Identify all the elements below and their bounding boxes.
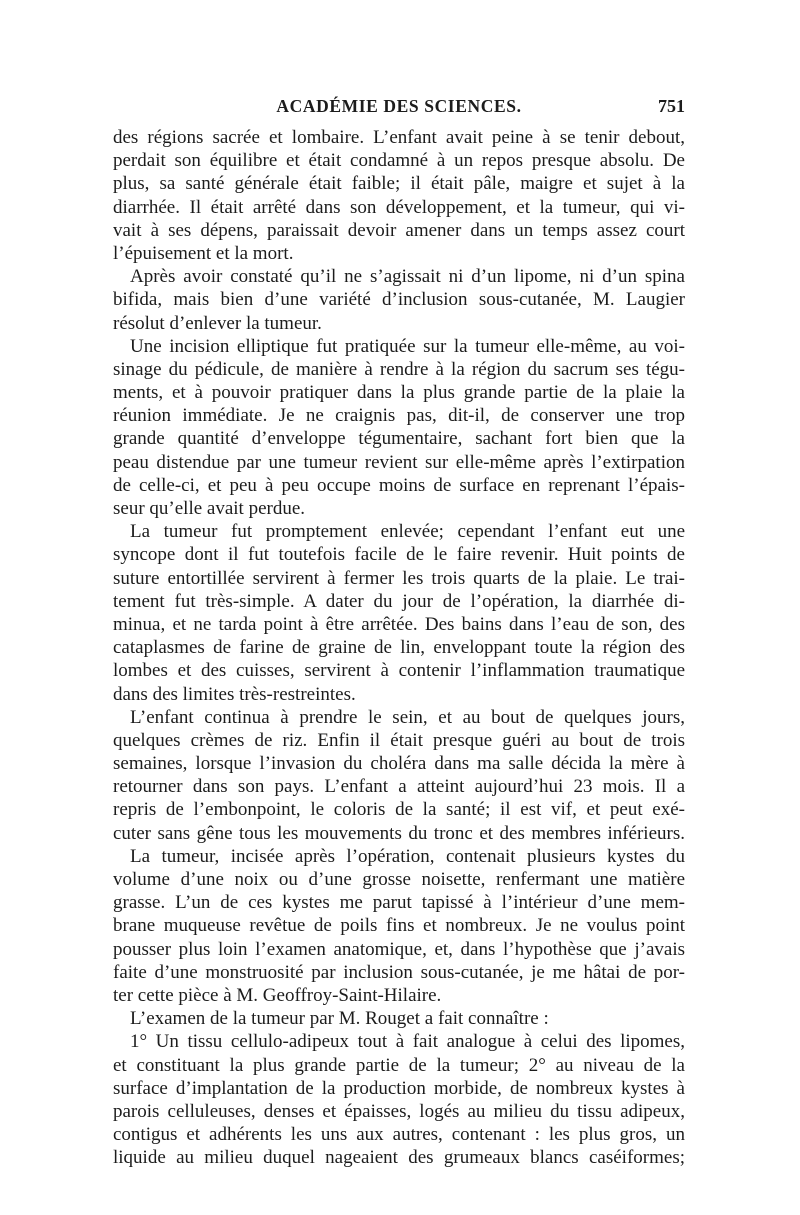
text-line: seur qu’elle avait perdue.	[113, 498, 306, 519]
text-line: ments, et à pouvoir pratiquer dans la plus grande partie de la plaie la	[113, 382, 685, 404]
text-line: dans des limites très-restreintes.	[113, 683, 356, 705]
text-line: suture entortillée servirent à fermer les trois quarts de la plaie. Le trai-	[113, 567, 685, 589]
text-line: cataplasmes de farine de graine de lin, enveloppant toute la région des	[113, 637, 685, 659]
text-line: volume d’une noix ou d’une grosse noisette, renfermant une matière	[113, 869, 685, 890]
text-line: plus, sa santé générale était faible; il était pâle, maigre et sujet à la	[113, 173, 685, 195]
text-line: semaines, lorsque l’invasion du choléra dans ma salle décida la mère à	[113, 753, 685, 775]
text-line: diarrhée. Il était arrêté dans son développement, et la tumeur, qui vi-	[113, 196, 685, 218]
text-line: grasse. L’un de ces kystes me parut tapissé à l’intérieur d’une mem-	[113, 892, 685, 914]
text-line: minua, et ne tarda point à être arrêtée. Des bains dans l’eau de son, des	[113, 613, 685, 635]
text-line: La tumeur fut promptement enlevée; cependant l’enfant eut une	[130, 521, 685, 543]
text-line: faite d’une monstruosité par inclusion sous-cutanée, je me hâtai de por-	[113, 961, 685, 983]
text-line: quelques crèmes de riz. Enfin il était presque guéri au bout de trois	[113, 729, 685, 751]
text-line: peau distendue par une tumeur revient sur elle-même après l’extirpation	[113, 451, 685, 473]
text-line: syncope dont il fut toutefois facile de le faire revenir. Huit points de	[113, 544, 685, 566]
text-line: 1° Un tissu cellulo-adipeux tout à fait analogue à celui des lipomes,	[130, 1031, 685, 1053]
text-line: cuter sans gêne tous les mouvements du tronc et des membres inférieurs.	[113, 822, 685, 844]
text-line: pousser plus loin l’examen anatomique, et, dans l’hypothèse que j’avais	[113, 938, 685, 960]
text-line: lombes et des cuisses, servirent à contenir l’inflammation traumatique	[113, 660, 685, 682]
text-line: vait à ses dépens, paraissait devoir amener dans un temps assez court	[113, 219, 685, 241]
text-line: et constituant la plus grande partie de la tumeur; 2° au niveau de la	[113, 1054, 685, 1076]
text-line: ter cette pièce à M. Geoffroy-Saint-Hilaire.	[113, 984, 442, 1006]
text-line: parois celluleuses, denses et épaisses, logés au milieu du tissu adipeux,	[113, 1100, 685, 1122]
text-line: sinage du pédicule, de manière à rendre à la région du sacrum ses tégu-	[113, 358, 685, 380]
text-line: La tumeur, incisée après l’opération, contenait plusieurs kystes du	[130, 845, 685, 867]
text-line: Après avoir constaté qu’il ne s’agissait ni d’un lipome, ni d’un spina	[130, 266, 685, 288]
text-line: retourner dans son pays. L’enfant a atteint aujourd’hui 23 mois. Il a	[113, 776, 685, 798]
text-line: l’épuisement et la mort.	[113, 242, 294, 264]
running-title: ACADÉMIE DES SCIENCES.	[276, 96, 522, 116]
running-head	[113, 96, 685, 122]
body-text	[113, 126, 685, 1169]
text-line: brane muqueuse revêtue de poils fins et nombreux. Je ne voulus point	[113, 915, 685, 937]
text-line: Une incision elliptique fut pratiquée sur la tumeur elle-même, au voi-	[130, 335, 685, 357]
text-line: contigus et adhérents les uns aux autres, contenant : les plus gros, un	[113, 1124, 685, 1146]
text-line: L’enfant continua à prendre le sein, et au bout de quelques jours,	[130, 706, 685, 728]
text-line: bifida, mais bien d’une variété d’inclusion sous-cutanée, M. Laugier	[113, 289, 685, 311]
text-line: réunion immédiate. Je ne craignis pas, dit-il, de conserver une trop	[113, 405, 685, 427]
text-line: des régions sacrée et lombaire. L’enfant avait peine à se tenir debout,	[113, 127, 685, 148]
page-number: 751	[658, 96, 685, 116]
text-line: L’examen de la tumeur par M. Rouget a fait connaître :	[130, 1008, 549, 1030]
text-line: surface d’implantation de la production morbide, de nombreux kystes à	[113, 1077, 685, 1099]
text-line: grande quantité d’enveloppe tégumentaire, sachant fort bien que la	[113, 428, 685, 450]
text-line: liquide au milieu duquel nageaient des grumeaux blancs caséiformes;	[113, 1147, 685, 1169]
text-line: repris de l’embonpoint, le coloris de la santé; il est vif, et peut exé-	[113, 799, 685, 821]
text-line: perdait son équilibre et était condamné à un repos presque absolu. De	[113, 150, 685, 172]
text-line: résolut d’enlever la tumeur.	[113, 312, 322, 334]
text-line: de celle-ci, et peu à peu occupe moins de surface en reprenant l’épais-	[113, 474, 685, 496]
text-line: tement fut très-simple. A dater du jour de l’opération, la diarrhée di-	[113, 590, 685, 612]
